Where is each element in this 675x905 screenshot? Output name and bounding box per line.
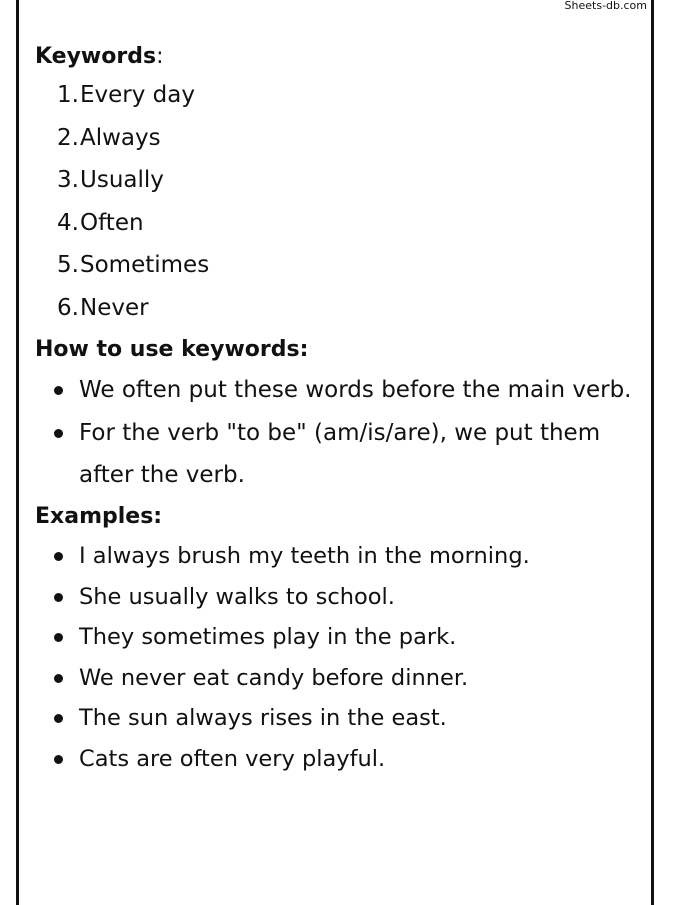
example-item bbox=[35, 617, 645, 658]
examples-heading: Examples: bbox=[35, 504, 163, 529]
bullet-icon bbox=[54, 755, 63, 764]
keywords-list bbox=[35, 76, 645, 331]
bullet-icon bbox=[54, 674, 63, 683]
example-item bbox=[35, 536, 645, 577]
worksheet-content bbox=[35, 38, 645, 779]
site-watermark: Sheets-db.com bbox=[564, 0, 647, 12]
keyword-item bbox=[35, 289, 645, 332]
example-text: They sometimes play in the park. bbox=[79, 624, 457, 650]
keywords-heading bbox=[35, 38, 645, 76]
keywords-heading-text: Keywords bbox=[35, 44, 157, 69]
keyword-number: 1. bbox=[57, 82, 79, 108]
bullet-icon bbox=[54, 714, 63, 723]
example-text: Cats are often very playful. bbox=[79, 745, 386, 772]
keyword-item bbox=[35, 161, 645, 204]
examples-list bbox=[35, 536, 645, 779]
keyword-text: Always bbox=[80, 124, 161, 151]
usage-item bbox=[35, 369, 645, 411]
bullet-icon bbox=[54, 429, 63, 438]
keyword-number: 6. bbox=[57, 294, 79, 321]
example-item bbox=[35, 577, 645, 618]
keyword-number: 4. bbox=[57, 209, 79, 236]
example-item bbox=[35, 739, 645, 780]
example-text: I always brush my teeth in the morning. bbox=[79, 543, 530, 569]
keyword-text: Every day bbox=[80, 82, 195, 108]
keyword-text: Usually bbox=[80, 167, 164, 193]
usage-text: We often put these words before the main verb. bbox=[79, 377, 632, 403]
keyword-item bbox=[35, 246, 645, 289]
example-text: The sun always rises in the east. bbox=[79, 705, 447, 731]
example-item bbox=[35, 658, 645, 699]
keyword-item bbox=[35, 76, 645, 119]
usage-item bbox=[35, 412, 645, 496]
usage-heading: How to use keywords: bbox=[35, 337, 309, 362]
bullet-icon bbox=[54, 633, 63, 642]
keyword-item bbox=[35, 119, 645, 162]
bullet-icon bbox=[54, 593, 63, 602]
example-item bbox=[35, 698, 645, 739]
keyword-number: 5. bbox=[57, 252, 79, 278]
keyword-text: Sometimes bbox=[80, 252, 210, 278]
keyword-text: Never bbox=[80, 294, 149, 321]
example-text: We never eat candy before dinner. bbox=[79, 664, 469, 691]
usage-list bbox=[35, 369, 645, 496]
keyword-item bbox=[35, 204, 645, 247]
bullet-icon bbox=[54, 386, 63, 395]
usage-text: For the verb "to be" (am/is/are), we put them after the verb. bbox=[79, 420, 601, 488]
keyword-text: Often bbox=[80, 209, 144, 236]
keyword-number: 3. bbox=[57, 167, 79, 193]
bullet-icon bbox=[54, 552, 63, 561]
keyword-number: 2. bbox=[57, 124, 79, 151]
keywords-heading-colon: : bbox=[156, 44, 164, 69]
example-text: She usually walks to school. bbox=[79, 583, 395, 610]
